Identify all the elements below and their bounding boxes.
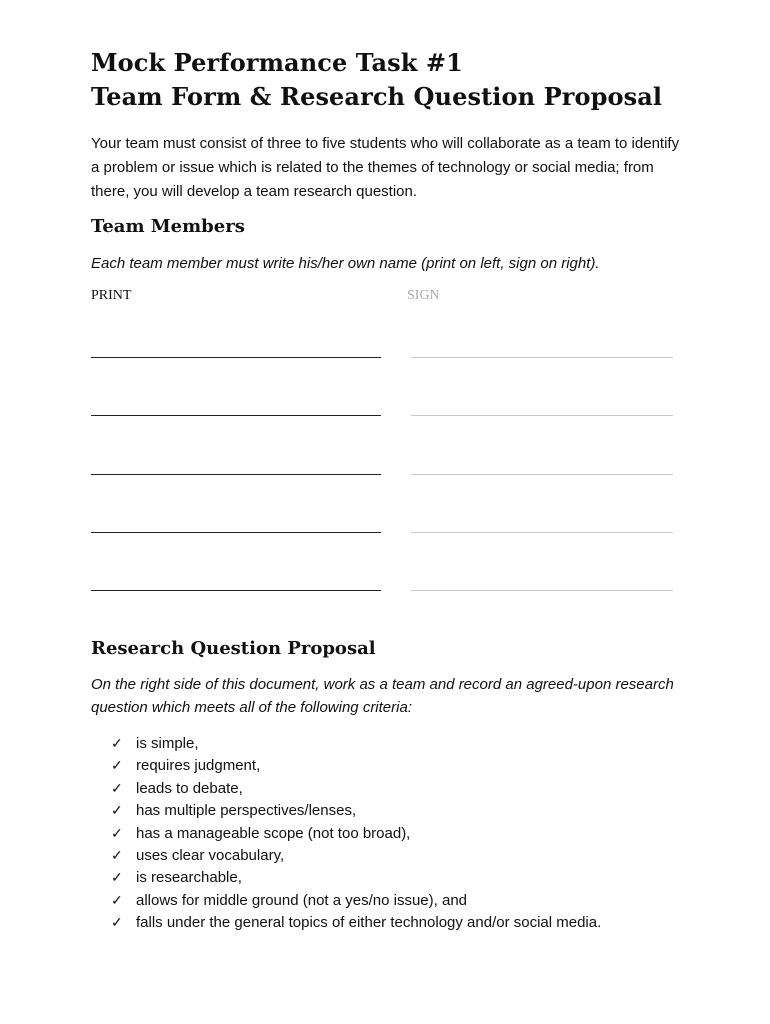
criteria-text: is researchable,: [136, 869, 242, 887]
checkmark-icon: ✓: [111, 779, 123, 796]
criteria-text: falls under the general topics of either technology and/or social media.: [136, 914, 602, 932]
document-title: [91, 46, 691, 114]
criteria-item: [111, 732, 601, 754]
print-name-line[interactable]: [91, 590, 381, 591]
signature-row: [91, 415, 681, 417]
criteria-item: [111, 889, 601, 911]
checkmark-icon: ✓: [111, 802, 123, 819]
criteria-text: is simple,: [136, 735, 199, 752]
intro-paragraph: Your team must consist of three to five students who will collaborate as a team to identify a problem or issue which is related to the themes of technology or social media; from there, you will develop a team research question.: [91, 135, 680, 200]
print-name-line[interactable]: [91, 532, 381, 533]
research-proposal-instruction: On the right side of this document, work as a team and record an agreed-upon research question which meets all of the following criteria:: [91, 676, 674, 716]
checkmark-icon: ✓: [111, 891, 123, 908]
checkmark-icon: ✓: [111, 914, 123, 931]
criteria-text: has multiple perspectives/lenses,: [136, 802, 357, 820]
signature-row: [91, 357, 681, 359]
signature-line[interactable]: [411, 415, 673, 416]
signature-line[interactable]: [411, 590, 673, 591]
signature-row: [91, 474, 681, 476]
print-name-line[interactable]: [91, 357, 381, 358]
criteria-list: [111, 732, 601, 934]
print-column-label: PRINT: [91, 288, 132, 303]
sign-column-label: SIGN: [407, 288, 440, 303]
print-name-line[interactable]: [91, 474, 381, 475]
signature-row: [91, 590, 681, 592]
criteria-text: has a manageable scope (not too broad),: [136, 824, 411, 842]
criteria-item: [111, 844, 601, 866]
team-members-heading: Team Members: [91, 216, 245, 237]
criteria-item: [111, 866, 601, 888]
research-proposal-heading: Research Question Proposal: [91, 638, 376, 659]
criteria-text: requires judgment,: [136, 757, 261, 775]
criteria-text: uses clear vocabulary,: [136, 846, 285, 864]
title-line-2: Team Form & Research Question Proposal: [91, 82, 663, 111]
criteria-item: [111, 799, 601, 821]
signature-row: [91, 532, 681, 534]
document-page: [91, 46, 691, 932]
signature-line[interactable]: [411, 532, 673, 533]
checkmark-icon: ✓: [111, 846, 123, 863]
criteria-item: [111, 754, 601, 776]
criteria-text: allows for middle ground (not a yes/no issue), and: [136, 891, 468, 909]
team-members-instruction: Each team member must write his/her own name (print on left, sign on right).: [91, 255, 600, 272]
title-line-1: Mock Performance Task #1: [91, 48, 463, 77]
signature-line[interactable]: [411, 474, 673, 475]
criteria-text: leads to debate,: [136, 779, 243, 797]
criteria-item: [111, 777, 601, 799]
criteria-item: [111, 822, 601, 844]
checkmark-icon: ✓: [111, 735, 123, 751]
checkmark-icon: ✓: [111, 824, 123, 841]
print-name-line[interactable]: [91, 415, 381, 416]
checkmark-icon: ✓: [111, 757, 123, 774]
checkmark-icon: ✓: [111, 869, 123, 886]
signature-line[interactable]: [411, 357, 673, 358]
criteria-item: [111, 911, 601, 933]
